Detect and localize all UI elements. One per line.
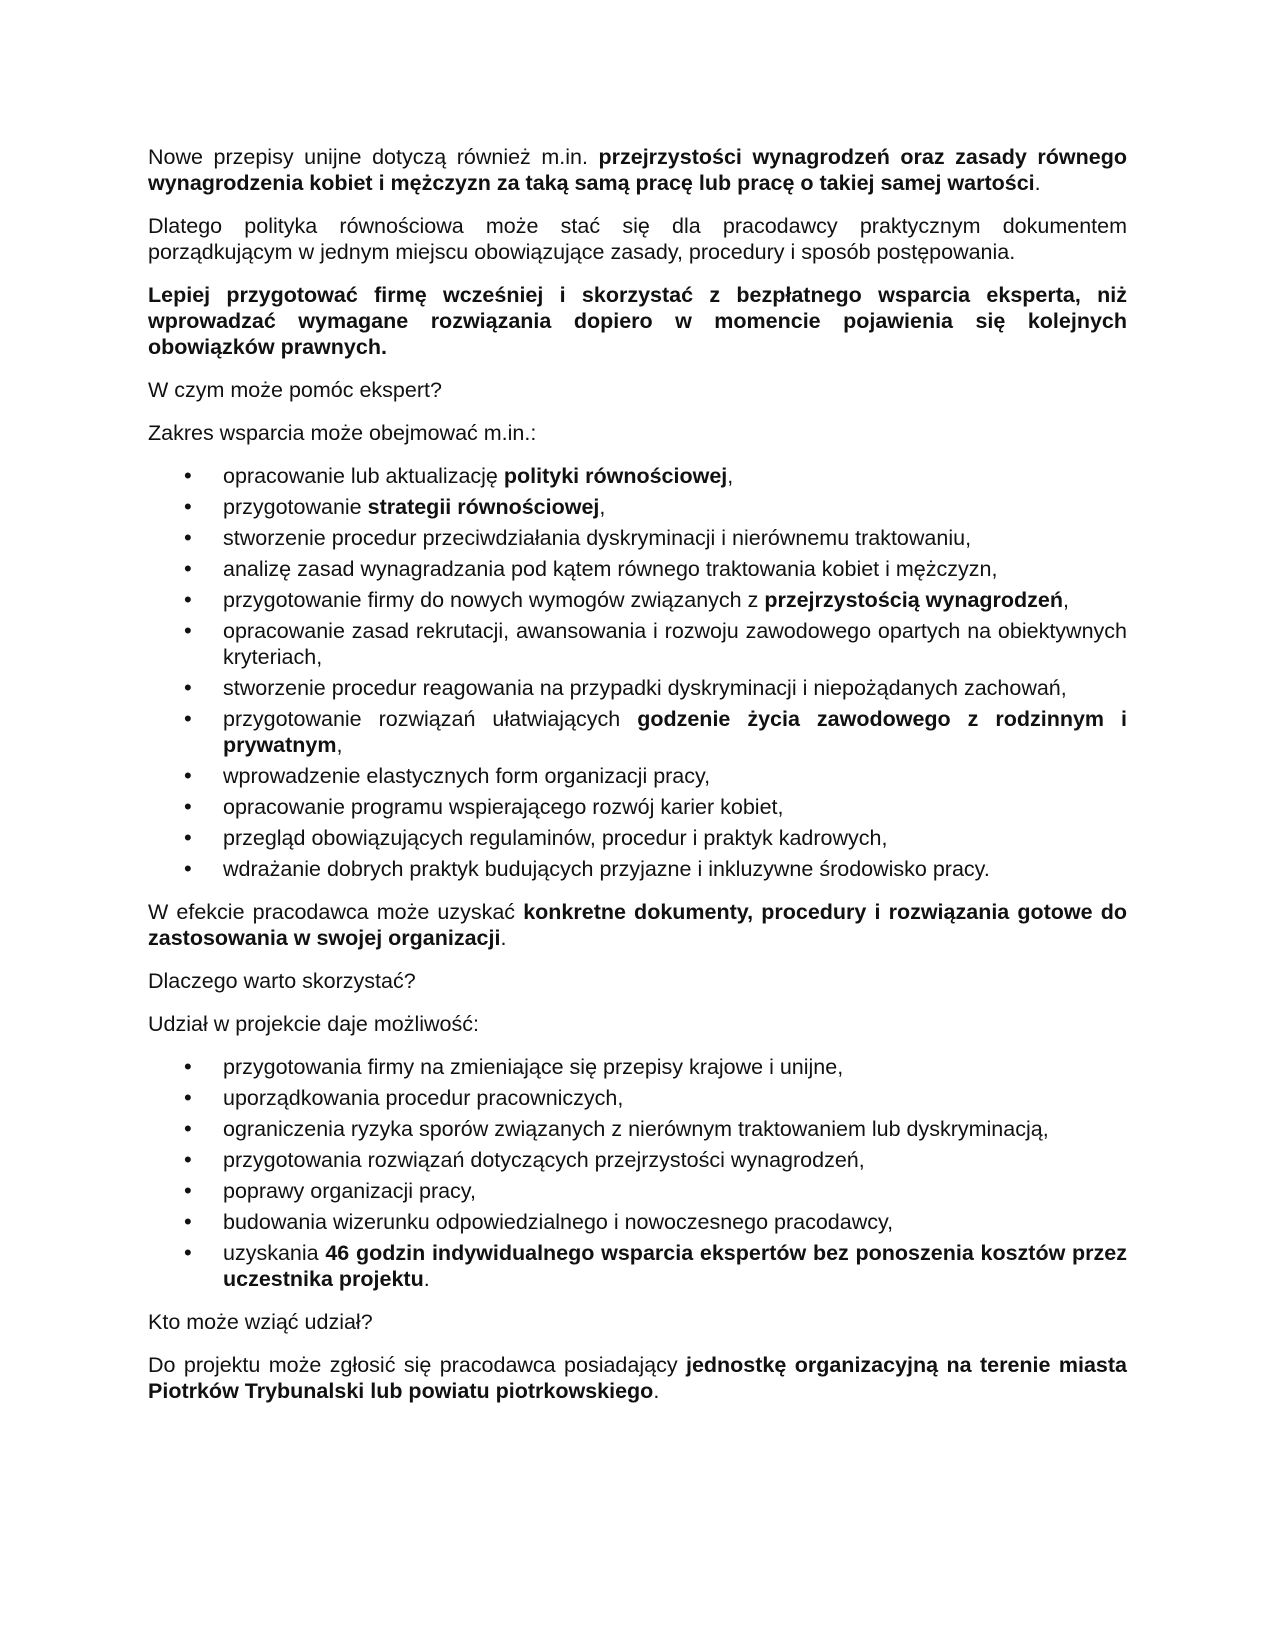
support-scope-list [148,463,1127,882]
paragraph-equality-policy: Dlatego polityka równościowa może stać się dla pracodawcy praktycznym dokumentem porządkującym w jednym miejscu obowiązujące zasady, procedury i sposób postępowania. [148,214,1127,264]
paragraph-outcome: W efekcie pracodawca może uzyskać konkretne dokumenty, procedury i rozwiązania gotowe do zastosowania w swojej organizacji. [148,900,1128,950]
list-item: • przygotowanie rozwiązań ułatwiających godzenie życia zawodowego z rodzinnym i prywatnym, [148,706,1127,758]
list-item: • stworzenie procedur przeciwdziałania dyskryminacji i nierównemu traktowaniu, [148,525,1127,551]
list-item: • przygotowania rozwiązań dotyczących przejrzystości wynagrodzeń, [148,1147,1127,1173]
heading-expert-help: W czym może pomóc ekspert? [148,378,442,402]
text-run: . [1034,171,1041,195]
bold-run: Lepiej przygotować firmę wcześniej i skorzystać z bezpłatnego wsparcia eksperta, niż wprowadzać wymagane rozwiązania dopiero w momencie pojawienia się kolejnych obowiązków prawnych. [148,283,1127,359]
paragraph-eligibility: Do projektu może zgłosić się pracodawca posiadający jednostkę organizacyjną na terenie miasta Piotrków Trybunalski lub powiatu piotrkowskiego. [148,1353,1127,1403]
list-item: • stworzenie procedur reagowania na przypadki dyskryminacji i niepożądanych zachowań, [148,675,1127,701]
list-item: • przegląd obowiązujących regulaminów, procedur i praktyk kadrowych, [148,825,1127,851]
paragraph-prepare-early [148,282,1127,360]
list-item: • uzyskania 46 godzin indywidualnego wsparcia ekspertów bez ponoszenia kosztów przez uczestnika projektu. [148,1240,1127,1292]
list-item: • budowania wizerunku odpowiedzialnego i nowoczesnego pracodawcy, [148,1209,1127,1235]
list-item: • przygotowanie firmy do nowych wymogów związanych z przejrzystością wynagrodzeń, [148,587,1127,613]
list-item: • opracowanie zasad rekrutacji, awansowania i rozwoju zawodowego opartych na obiektywnych kryteriach, [148,618,1127,670]
benefits-list [148,1054,1127,1292]
list-item: • wprowadzenie elastycznych form organizacji pracy, [148,763,1127,789]
heading-why-participate: Dlaczego warto skorzystać? [148,969,416,993]
list-item: • przygotowanie strategii równościowej, [148,494,1127,520]
list-item: • analizę zasad wynagradzania pod kątem równego traktowania kobiet i mężczyzn, [148,556,1127,582]
list-item: • ograniczenia ryzyka sporów związanych z nierównym traktowaniem lub dyskryminacją, [148,1116,1127,1142]
list-item: • opracowanie lub aktualizację polityki równościowej, [148,463,1127,489]
list-item: • wdrażanie dobrych praktyk budujących przyjazne i inkluzywne środowisko pracy. [148,856,1127,882]
list-item: • poprawy organizacji pracy, [148,1178,1127,1204]
paragraph-support-scope: Zakres wsparcia może obejmować m.in.: [148,421,537,445]
list-item: • uporządkowania procedur pracowniczych, [148,1085,1127,1111]
paragraph-eu-regulations [148,144,1127,196]
document-page [148,144,1127,1421]
text-run: Nowe przepisy unijne dotyczą również m.in. [148,145,599,169]
heading-who-can-participate: Kto może wziąć udział? [148,1310,373,1334]
paragraph-participation: Udział w projekcie daje możliwość: [148,1012,479,1036]
list-item: • przygotowania firmy na zmieniające się przepisy krajowe i unijne, [148,1054,1127,1080]
bold-run: przejrzystości wynagrodzeń oraz zasady równego wynagrodzenia kobiet i mężczyzn za taką samą pracę lub pracę o takiej samej wartości [148,145,1127,195]
list-item: • opracowanie programu wspierającego rozwój karier kobiet, [148,794,1127,820]
